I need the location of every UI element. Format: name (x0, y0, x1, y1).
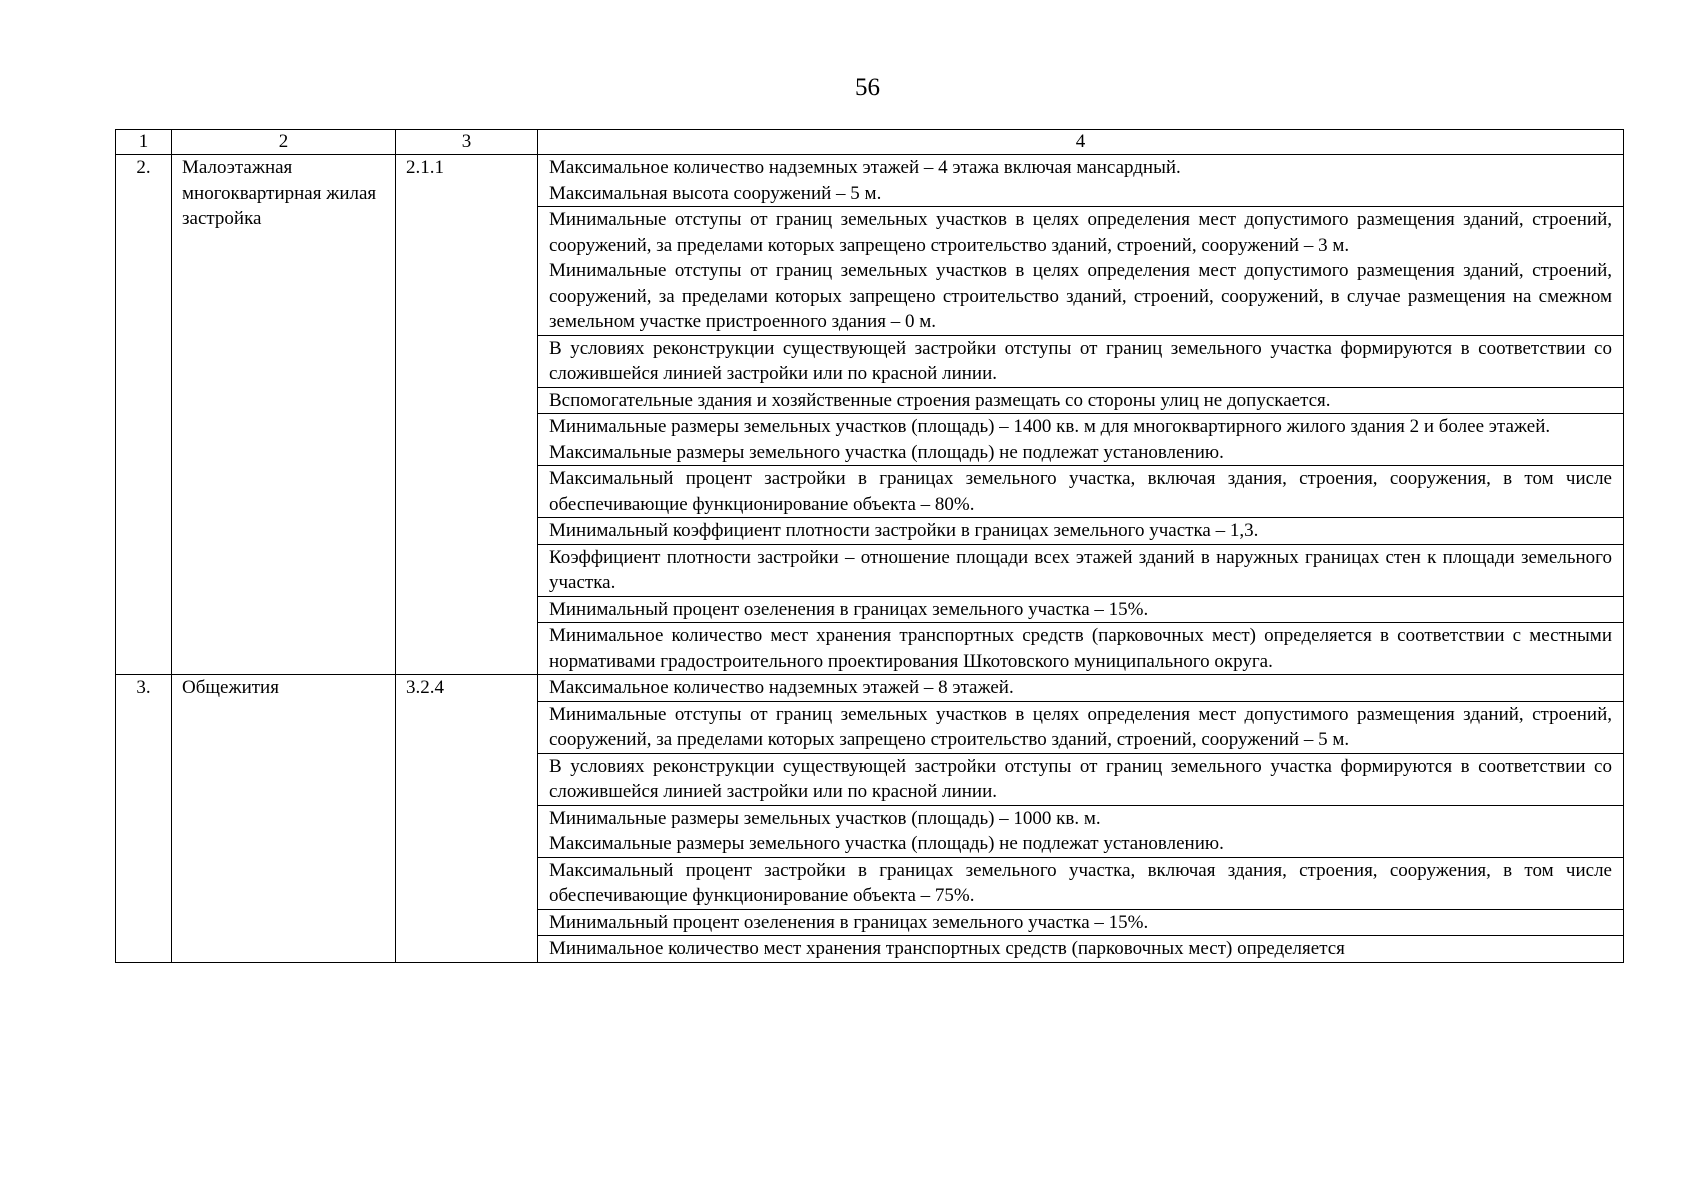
parameter-text: Максимальные размеры земельного участка (площадь) не подлежат установлению. (549, 441, 1224, 463)
parameter-cell (538, 518, 1624, 545)
row-number: 2. (116, 155, 172, 675)
parameter-cell (538, 387, 1624, 414)
parameter-text: В условиях реконструкции существующей застройки отступы от границ земельного участка формируются в соответствии со сложившейся линией застройки или по красной линии. (549, 755, 1612, 802)
parameter-text: Максимальный процент застройки в границах земельного участка, включая здания, строения, сооружения, в том числе обеспечивающие функционирование объекта – 75%. (549, 859, 1612, 906)
parameter-text: Максимальное количество надземных этажей – 8 этажей. (549, 677, 1014, 698)
parameter-text: Минимальные отступы от границ земельных участков в целях определения мест допустимого размещения зданий, строений, сооружений, за пределами которых запрещено строительство зданий, строений, сооружений, в случае размещения на смежном земельном участке пристроенного здания – 0 м. (549, 260, 1612, 332)
table-row (116, 675, 1624, 702)
table-header-row (116, 130, 1624, 155)
parameter-cell (538, 909, 1624, 936)
land-use-code: 2.1.1 (396, 155, 538, 675)
parameter-text: Минимальный коэффициент плотности застройки в границах земельного участка – 1,3. (549, 520, 1259, 541)
table-row (116, 155, 1624, 207)
parameter-text: Минимальное количество мест хранения транспортных средств (парковочных мест) определяется (549, 938, 1345, 959)
parameter-text: Минимальное количество мест хранения транспортных средств (парковочных мест) определяется в соответствии с местными нормативами градостроительного проектирования Шкотовского муниципального округа. (549, 625, 1612, 672)
parameter-text: Минимальный процент озеленения в границах земельного участка – 15%. (549, 598, 1149, 620)
parameter-text: Минимальные размеры земельных участков (площадь) – 1000 кв. м. (549, 807, 1101, 829)
parameter-cell (538, 207, 1624, 336)
parameter-cell (538, 544, 1624, 596)
parameter-text: Коэффициент плотности застройки – отношение площади всех этажей зданий в наружных границах стен к площади земельного участка. (549, 546, 1612, 593)
header-cell: 2 (172, 130, 396, 155)
parameter-text: Максимальный процент застройки в границах земельного участка, включая здания, строения, сооружения, в том числе обеспечивающие функционирование объекта – 80%. (549, 468, 1612, 515)
land-use-type: Общежития (172, 675, 396, 963)
parameter-cell (538, 414, 1624, 466)
parameter-text: Вспомогательные здания и хозяйственные строения размещать со стороны улиц не допускается. (549, 389, 1331, 411)
regulations-table (115, 129, 1624, 963)
parameter-cell (538, 936, 1624, 963)
parameter-text: В условиях реконструкции существующей застройки отступы от границ земельного участка формируются в соответствии со сложившейся линией застройки или по красной линии. (549, 337, 1612, 384)
parameter-cell (538, 753, 1624, 805)
land-use-type: Малоэтажная многоквартирная жилая застройка (172, 155, 396, 675)
parameter-text: Максимальное количество надземных этажей – 4 этажа включая мансардный. (549, 157, 1181, 178)
header-cell: 1 (116, 130, 172, 155)
parameter-text: Максимальные размеры земельного участка (площадь) не подлежат установлению. (549, 833, 1224, 854)
parameter-text: Минимальные отступы от границ земельных участков в целях определения мест допустимого размещения зданий, строений, сооружений, за пределами которых запрещено строительство зданий, строений, сооружений – 5 м. (549, 703, 1612, 750)
parameter-cell (538, 701, 1624, 753)
parameter-text: Минимальные отступы от границ земельных участков в целях определения мест допустимого размещения зданий, строений, сооружений, за пределами которых запрещено строительство зданий, строений, сооружений – 3 м. (549, 209, 1612, 256)
parameter-text: Максимальная высота сооружений – 5 м. (549, 182, 882, 204)
parameter-cell (538, 857, 1624, 909)
header-cell: 3 (396, 130, 538, 155)
parameter-text: Минимальные размеры земельных участков (площадь) – 1400 кв. м для многоквартирного жилого здания 2 и более этажей. (549, 416, 1551, 437)
header-cell: 4 (538, 130, 1624, 155)
parameter-cell (538, 335, 1624, 387)
parameter-text: Минимальный процент озеленения в границах земельного участка – 15%. (549, 911, 1149, 933)
row-number: 3. (116, 675, 172, 963)
parameter-cell (538, 466, 1624, 518)
parameter-cell (538, 623, 1624, 675)
parameter-cell (538, 596, 1624, 623)
page-number: 56 (855, 74, 880, 101)
parameter-cell (538, 675, 1624, 702)
parameter-cell (538, 155, 1624, 207)
land-use-code: 3.2.4 (396, 675, 538, 963)
parameter-cell (538, 805, 1624, 857)
